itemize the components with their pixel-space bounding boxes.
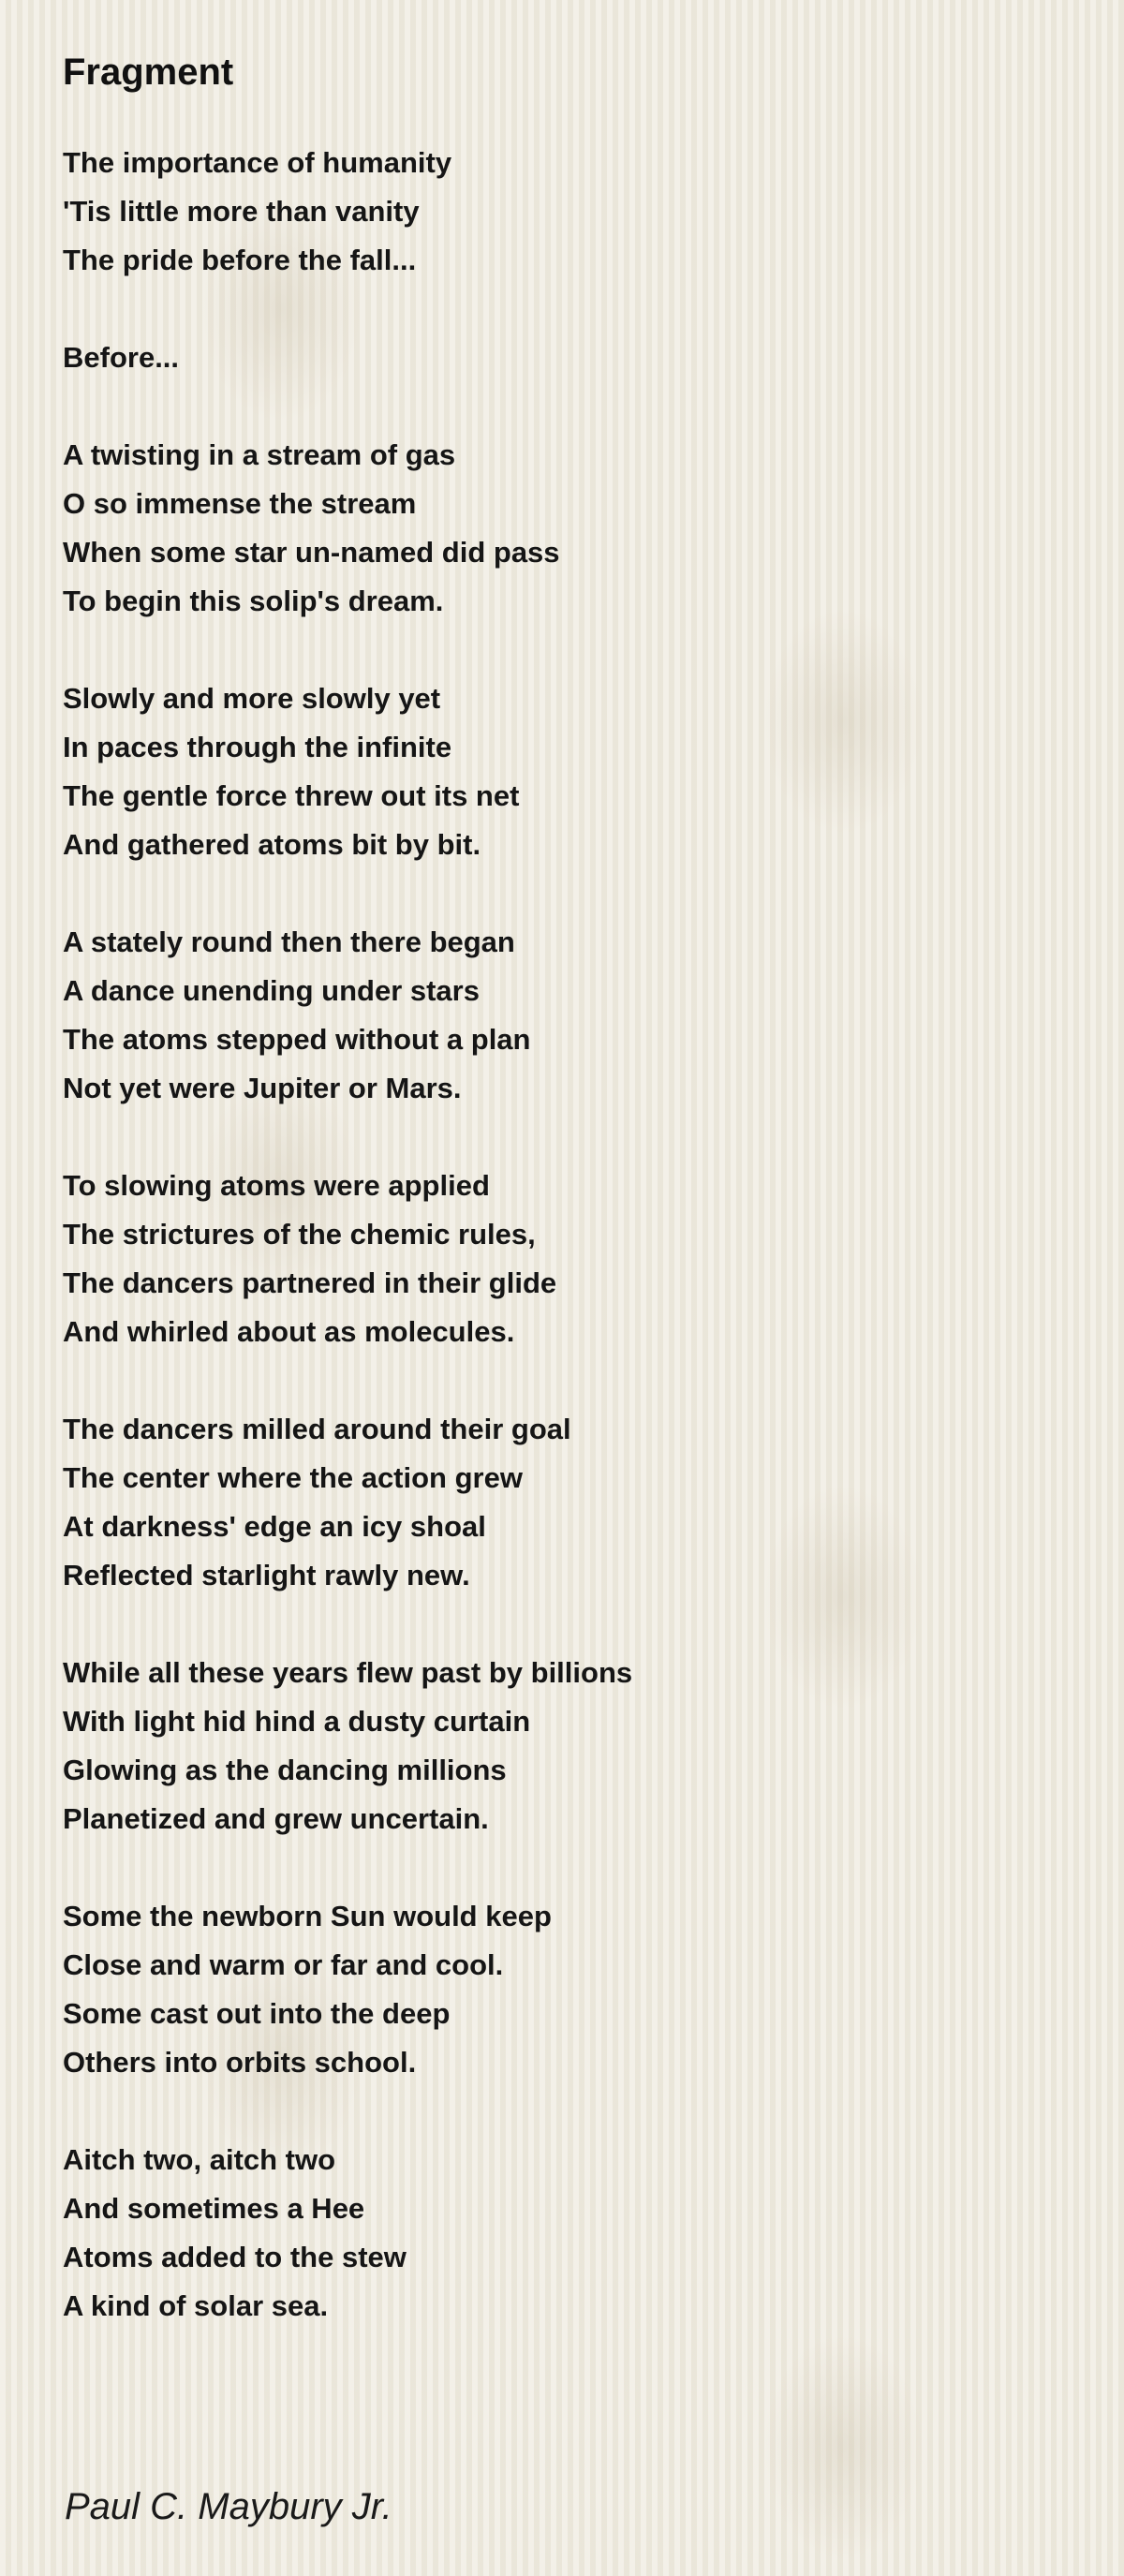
poem-line: Slowly and more slowly yet [63,682,441,715]
poem-line: Others into orbits school. [63,2046,417,2079]
poem-line: The pride before the fall... [63,244,417,276]
poem-line: A kind of solar sea. [63,2289,329,2322]
poem-line: Atoms added to the stew [63,2241,407,2273]
poem-line: And whirled about as molecules. [63,1315,515,1348]
poem-stanza [63,431,1074,626]
poem-stanza [63,918,1074,1113]
poem-line: Some cast out into the deep [63,1997,451,2030]
poem-line: O so immense the stream [63,487,417,520]
poem-line: While all these years flew past by billions [63,1656,633,1689]
poem-line: The dancers partnered in their glide [63,1266,557,1299]
poem-line: Not yet were Jupiter or Mars. [63,1072,462,1104]
poem-line: Close and warm or far and cool. [63,1948,504,1981]
poem-line: Some the newborn Sun would keep [63,1900,552,1932]
poem-line: The importance of humanity [63,146,452,179]
poem-line: The center where the action grew [63,1461,523,1494]
poem-line: At darkness' edge an icy shoal [63,1510,486,1543]
poem-line: The strictures of the chemic rules, [63,1218,536,1251]
poem-stanza [63,333,1074,382]
poem-title: Fragment [63,52,234,93]
poem-line: To slowing atoms were applied [63,1169,490,1202]
poem-line: The atoms stepped without a plan [63,1023,531,1056]
poem-author: Paul C. Maybury Jr. [65,2486,392,2527]
poem-stanza [63,1405,1074,1600]
poem-line: A dance unending under stars [63,974,480,1007]
poem-line: And sometimes a Hee [63,2192,365,2225]
poem-line: The dancers milled around their goal [63,1413,571,1445]
poem-line: A stately round then there began [63,925,515,958]
poem-stanza [63,2136,1074,2331]
poem-stanza [63,1649,1074,1843]
poem-stanza [63,1162,1074,1356]
poem-stanza [63,1892,1074,2087]
poem-body [63,139,1074,2379]
poem-line: Before... [63,341,180,374]
poem-line: A twisting in a stream of gas [63,438,456,471]
poem-line: Planetized and grew uncertain. [63,1802,489,1835]
poem-line: Reflected starlight rawly new. [63,1559,470,1591]
poem-stanza [63,139,1074,285]
poem-line: With light hid hind a dusty curtain [63,1705,531,1738]
poem-line: 'Tis little more than vanity [63,195,420,228]
poem-line: And gathered atoms bit by bit. [63,828,481,861]
poem-line: In paces through the infinite [63,731,452,763]
poem-stanza [63,674,1074,869]
poem-line: Aitch two, aitch two [63,2143,336,2176]
poem-line: The gentle force threw out its net [63,779,520,812]
poem-line: To begin this solip's dream. [63,585,444,617]
poem-line: Glowing as the dancing millions [63,1754,507,1786]
poem-line: When some star un-named did pass [63,536,560,569]
